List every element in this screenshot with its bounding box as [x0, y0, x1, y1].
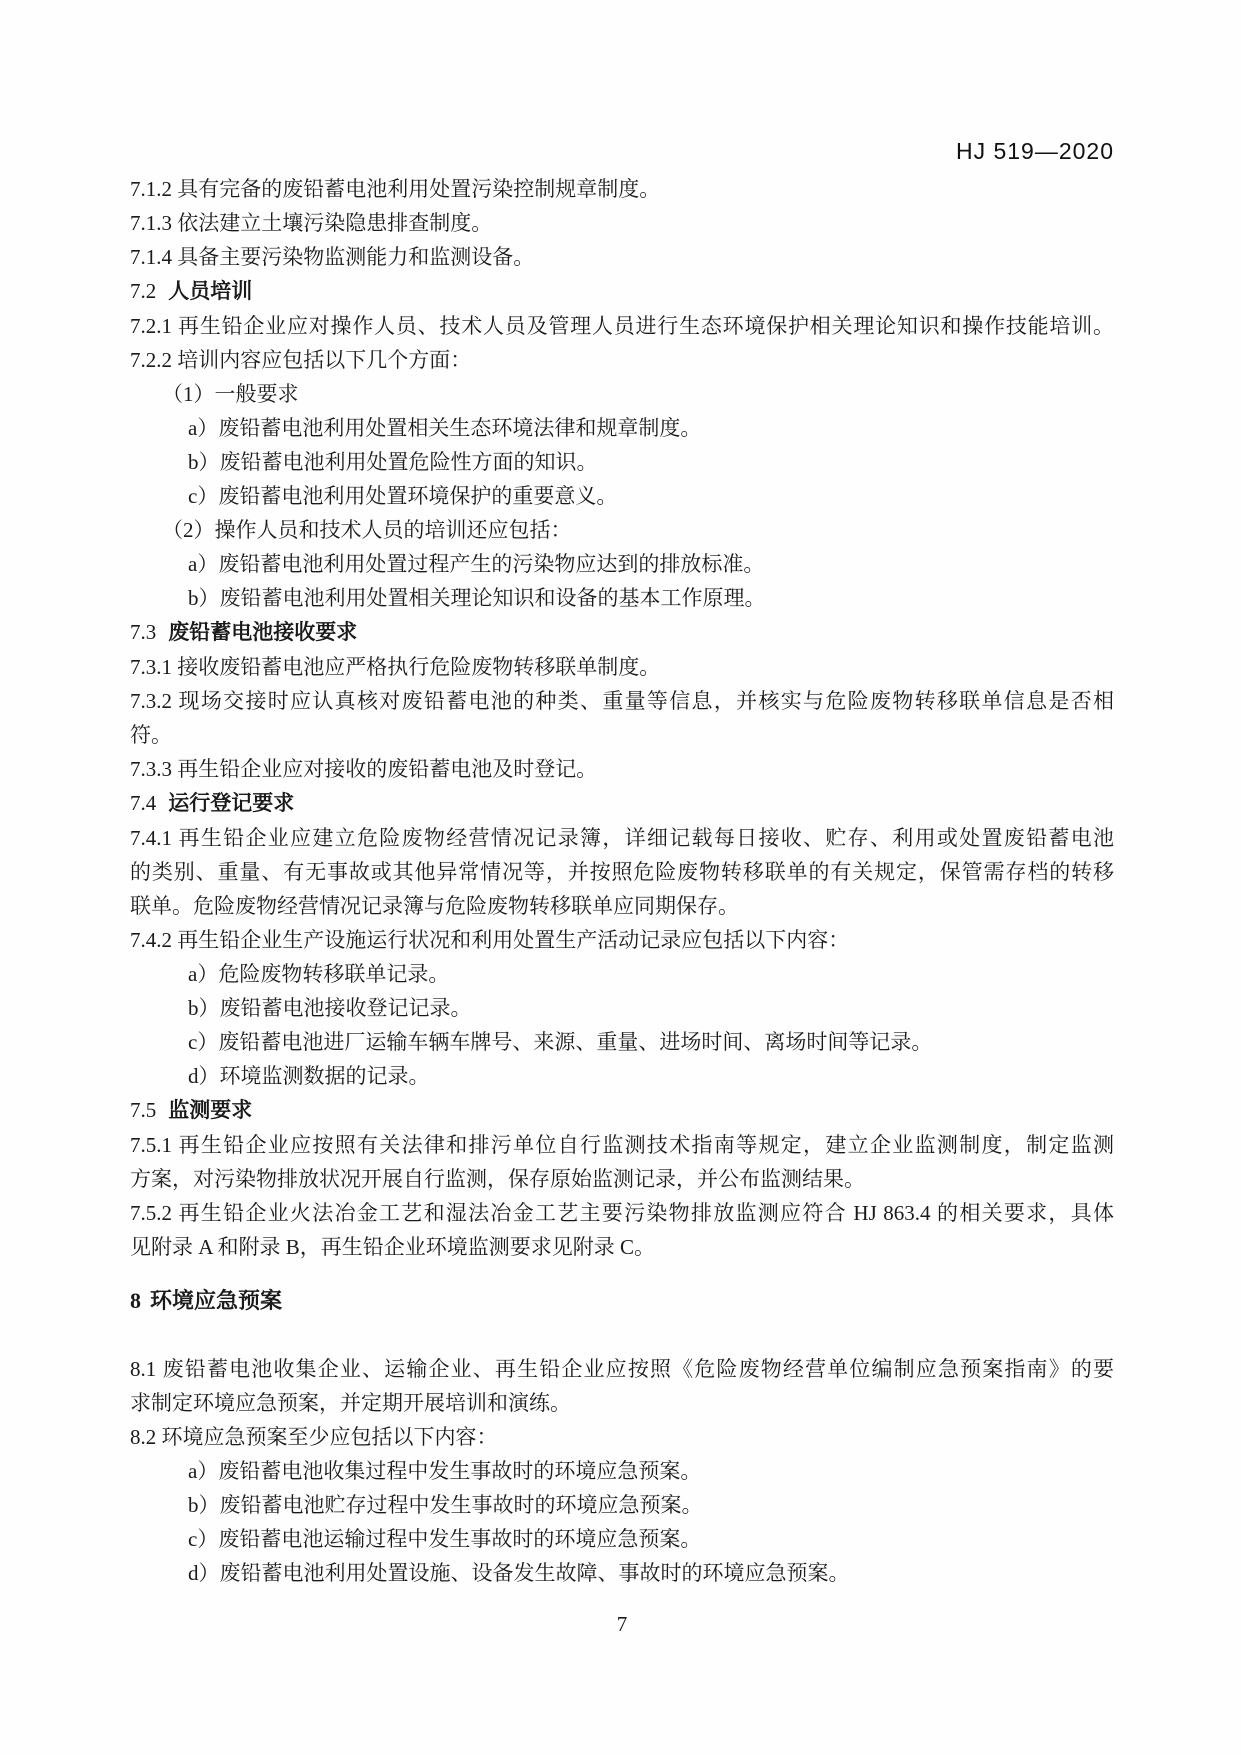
doc-line: （1）一般要求: [162, 382, 299, 406]
doc-line: 8.1 废铅蓄电池收集企业、运输企业、再生铅企业应按照《危险废物经营单位编制应急预案指南》的要: [130, 1357, 1114, 1381]
page-number: 7: [616, 1612, 628, 1636]
subsection-heading: [130, 1093, 1114, 1128]
document-body: [130, 172, 1114, 1590]
subsection-heading: [130, 786, 1114, 821]
doc-line: 求制定环境应急预案，并定期开展培训和演练。: [130, 1391, 571, 1415]
doc-line: 联单。危险废物经营情况记录簿与危险废物转移联单应同期保存。: [130, 894, 739, 918]
heading-text: 废铅蓄电池接收要求: [168, 621, 358, 644]
doc-line: 7.4.2 再生铅企业生产设施运行状况和利用处置生产活动记录应包括以下内容：: [130, 928, 850, 952]
doc-line: （2）操作人员和技术人员的培训还应包括：: [162, 518, 572, 542]
doc-line: 7.5.2 再生铅企业火法冶金工艺和湿法冶金工艺主要污染物排放监测应符合 HJ 863.4 的相关要求，具体: [130, 1201, 1114, 1225]
heading-text: 环境应急预案: [150, 1288, 283, 1313]
doc-line: 符。: [130, 723, 172, 747]
doc-line: 7.2.2 培训内容应包括以下几个方面：: [130, 348, 472, 372]
doc-line: 7.4.1 再生铅企业应建立危险废物经营情况记录簿，详细记载每日接收、贮存、利用或处置废铅蓄电池: [130, 826, 1114, 850]
doc-line: 7.3.1 接收废铅蓄电池应严格执行危险废物转移联单制度。: [130, 655, 661, 679]
doc-line: a）废铅蓄电池利用处置过程产生的污染物应达到的排放标准。: [188, 552, 765, 576]
clause-number: 7.4: [130, 791, 157, 815]
doc-line: b）废铅蓄电池利用处置危险性方面的知识。: [188, 450, 598, 474]
doc-line: 7.2.1 再生铅企业应对操作人员、技术人员及管理人员进行生态环境保护相关理论知识和操作技能培训。: [130, 314, 1114, 338]
doc-line: 见附录 A 和附录 B，再生铅企业环境监测要求见附录 C。: [130, 1235, 656, 1259]
doc-line: d）废铅蓄电池利用处置设施、设备发生故障、事故时的环境应急预案。: [188, 1561, 850, 1585]
paragraph-gap: [130, 1318, 1114, 1352]
subsection-heading: [130, 274, 1114, 309]
clause-number: 7.2: [130, 279, 157, 303]
section-heading: [130, 1284, 1114, 1318]
heading-text: 监测要求: [168, 1099, 253, 1122]
heading-text: 运行登记要求: [168, 792, 295, 815]
doc-line: b）废铅蓄电池利用处置相关理论知识和设备的基本工作原理。: [188, 586, 766, 610]
doc-line: 7.1.3 依法建立土壤污染隐患排查制度。: [130, 211, 493, 235]
doc-line: a）废铅蓄电池利用处置相关生态环境法律和规章制度。: [188, 416, 702, 440]
doc-line: a）危险废物转移联单记录。: [188, 962, 450, 986]
clause-number: 7.3: [130, 620, 157, 644]
doc-line: c）废铅蓄电池进厂运输车辆车牌号、来源、重量、进场时间、离场时间等记录。: [188, 1030, 933, 1054]
standard-code-header: HJ 519—2020: [955, 138, 1114, 164]
doc-line: 7.3.2 现场交接时应认真核对废铅蓄电池的种类、重量等信息，并核实与危险废物转移联单信息是否相: [130, 689, 1114, 713]
doc-line: b）废铅蓄电池贮存过程中发生事故时的环境应急预案。: [188, 1493, 703, 1517]
subsection-heading: [130, 615, 1114, 650]
doc-line: 7.3.3 再生铅企业应对接收的废铅蓄电池及时登记。: [130, 757, 598, 781]
clause-number: 8: [130, 1288, 141, 1313]
doc-line: d）环境监测数据的记录。: [188, 1064, 430, 1088]
doc-line: 7.5.1 再生铅企业应按照有关法律和排污单位自行监测技术指南等规定，建立企业监测制度，制定监测: [130, 1133, 1114, 1157]
doc-line: 7.1.2 具有完备的废铅蓄电池利用处置污染控制规章制度。: [130, 177, 661, 201]
doc-line: 的类别、重量、有无事故或其他异常情况等，并按照危险废物转移联单的有关规定，保管需存档的转移: [130, 860, 1114, 884]
doc-line: 方案，对污染物排放状况开展自行监测，保存原始监测记录，并公布监测结果。: [130, 1167, 865, 1191]
doc-line: c）废铅蓄电池利用处置环境保护的重要意义。: [188, 484, 618, 508]
doc-line: 7.1.4 具备主要污染物监测能力和监测设备。: [130, 245, 535, 269]
doc-line: 8.2 环境应急预案至少应包括以下内容：: [130, 1425, 498, 1449]
doc-line: c）废铅蓄电池运输过程中发生事故时的环境应急预案。: [188, 1527, 702, 1551]
doc-line: b）废铅蓄电池接收登记记录。: [188, 996, 472, 1020]
clause-number: 7.5: [130, 1098, 157, 1122]
heading-text: 人员培训: [168, 280, 253, 303]
paragraph-gap: [130, 1264, 1114, 1284]
doc-line: a）废铅蓄电池收集过程中发生事故时的环境应急预案。: [188, 1459, 702, 1483]
